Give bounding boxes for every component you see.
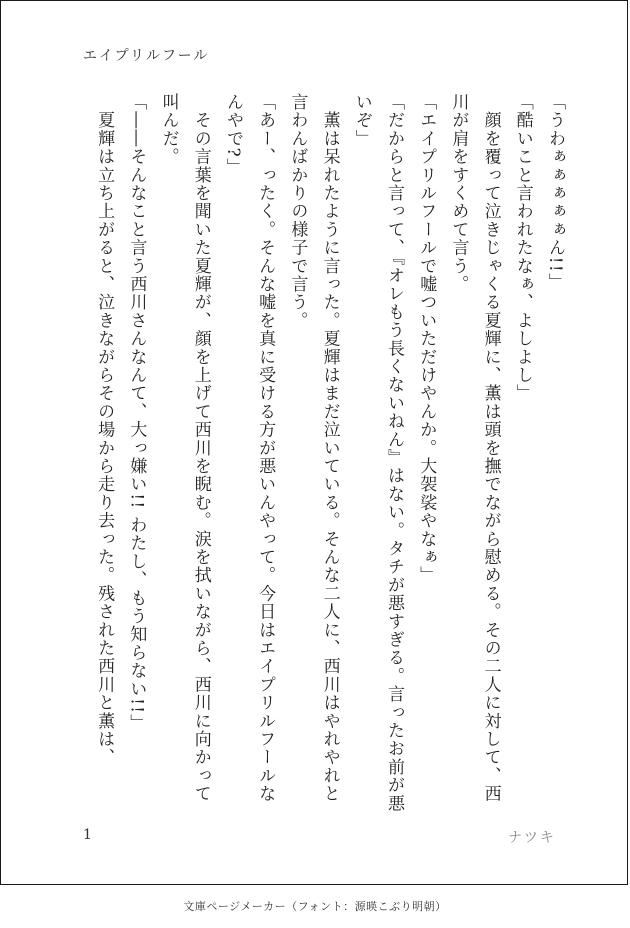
running-header-title: エイプリルフール: [83, 48, 210, 64]
paragraph: 顔を覆って泣きじゃくる夏輝に、薫は頭を撫でながら慰める。その二人に対して、西川が肩をすくめて言う。: [448, 93, 501, 803]
paragraph: 薫は呆れたように言った。夏輝はまだ泣いている。そんな二人に、西川はやれやれと言わんばかりの様子で言う。: [287, 93, 340, 803]
paragraph: 「だからと言って、『オレもう長くないねん』はない。タチが悪すぎる。言ったお前が悪いぞ」: [351, 93, 404, 813]
paragraph: 「――そんなこと言う西川さんなんて、大っ嫌い!! わたし、もう知らない!!」: [126, 93, 147, 733]
page-number: 1: [83, 827, 92, 843]
paragraph: その言葉を聞いた夏輝が、顔を上げて西川を睨む。涙を拭いながら、西川に向かって叫んだ。: [158, 93, 211, 803]
paragraph: 夏輝は立ち上がると、泣きながらその場から走り去った。残された西川と薫は、: [94, 93, 115, 767]
paragraph: 「うわぁぁぁぁぁん!!」: [545, 93, 565, 292]
paragraph: 「エイプリルフールで嘘ついただけやんか。大袈裟やなぁ」: [416, 93, 437, 585]
generator-credit: 文庫ページメーカー（フォント：源暎こぶり明朝）: [183, 900, 447, 913]
paragraph: 「あー、ったく。そんな嘘を真に受ける方が悪いんやって。今日はエイプリルフールなんやで?」: [222, 93, 276, 803]
paragraph: 「酷いこと言われたなぁ、よしよし」: [512, 93, 533, 403]
author-name: ナツキ: [508, 830, 556, 846]
vertical-body-text: [71, 93, 571, 813]
